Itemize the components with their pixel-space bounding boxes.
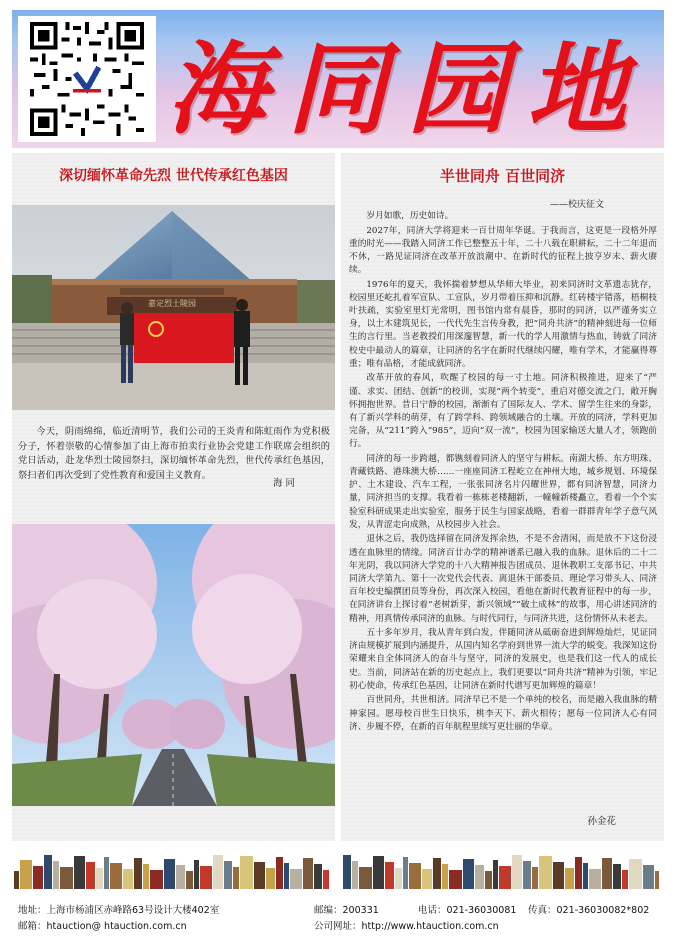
right-paragraph: 岁月如歌，历史如诗。 xyxy=(366,211,454,221)
book-spine xyxy=(622,870,628,889)
book-spine xyxy=(463,859,474,889)
book-spine xyxy=(33,866,43,889)
postcode-value: 200331 xyxy=(342,905,379,916)
book-spine xyxy=(303,858,313,889)
left-column xyxy=(12,153,335,841)
right-article-signature: 孙金花 xyxy=(587,816,616,827)
party-flag-photo xyxy=(12,205,335,410)
footer-postcode xyxy=(314,902,379,916)
fax-label: 传真： xyxy=(528,905,557,916)
right-paragraph: 同济的每一步跨越，都镌刻着同济人的坚守与耕耘。南湖大桥、东方明珠、青藏铁路、港珠澳大桥……一座座同济工程屹立在神州大地，城乡规划、环境保护、土木建设、汽车工程，一张张同济名片闪耀世界，都有同济智慧，同济力量，同济担当的支撑。我看着一栋栋老楼翻新，一幢幢新楼矗立，看着一个个实验室科研成果走出实验室，服务于民生与国家战略，看着一群群青年学子意气风发，从青涩走向成熟，从校园步入社会。 xyxy=(349,453,657,530)
book-spine xyxy=(553,862,564,889)
book-spine xyxy=(143,864,149,889)
book-spine xyxy=(60,867,73,889)
book-spine xyxy=(395,868,402,889)
book-spine xyxy=(655,871,659,889)
book-spine xyxy=(254,862,265,889)
book-spine xyxy=(575,857,582,889)
book-spine xyxy=(422,869,432,889)
book-spine xyxy=(110,863,122,889)
left-article-paragraph: 今天，阴雨绵绵，临近清明节，我们公司的王炎青和陈虹雨作为党积极分子，怀着崇敬的心情参加了由上海市拍卖行业协会党建工作联席会组织的党日活动，赴龙华烈士陵园祭扫，深切缅怀革命先烈，世代传承红色基因，祭扫者们再次受到了党性教育和爱国主义教育。 xyxy=(18,426,330,481)
right-paragraph: 五十多年岁月，我从青年到白发，伴随同济从砥砺奋进到辉煌灿烂，见证同济由规模扩展到内涵提升，从国内知名学府到世界一流大学的蜕变。我深知这份荣耀来自全体同济人的奋斗与坚守，同济的发展史，也是我们这一代人的成长史。当前，同济站在新的历史起点上，我们更要以“同舟共济”精神为引领，牢记初心使命，传承红色基因，让同济在新时代谱写更加辉煌的篇章！ xyxy=(349,628,657,691)
page-header xyxy=(12,10,664,148)
book-spine xyxy=(44,855,52,889)
book-spine xyxy=(14,871,19,889)
book-spine xyxy=(629,859,642,889)
book-spine xyxy=(266,868,275,889)
book-spine xyxy=(643,865,654,889)
book-spine xyxy=(86,862,95,889)
book-spine xyxy=(176,865,185,889)
book-spine xyxy=(523,861,531,889)
book-spine xyxy=(276,857,283,889)
address-value: 上海市杨浦区赤峰路63号设计大楼402室 xyxy=(46,905,220,916)
book-spine xyxy=(323,870,329,889)
book-spine xyxy=(284,863,289,889)
book-spine xyxy=(343,855,351,889)
book-spine xyxy=(20,860,32,889)
book-spine xyxy=(433,858,441,889)
photo1-sign-text: 嘉定烈士陵园 xyxy=(148,299,196,308)
bookshelf-decoration xyxy=(12,853,332,889)
book-spine xyxy=(96,868,103,889)
book-spine xyxy=(409,863,421,889)
book-spine xyxy=(240,856,253,889)
book-spine xyxy=(53,861,59,889)
phone-label: 电话： xyxy=(418,905,447,916)
fax-value: 021-36030082*802 xyxy=(556,905,650,916)
book-spine xyxy=(200,866,212,889)
book-spine xyxy=(74,856,85,889)
email-value[interactable]: htauction@ htauction.com.cn xyxy=(46,921,187,932)
book-spine xyxy=(194,860,199,889)
book-spine xyxy=(385,862,394,889)
masthead-title: 海同园地 xyxy=(167,30,647,148)
right-article-body xyxy=(349,210,657,735)
email-label: 邮箱： xyxy=(18,921,47,932)
book-spine xyxy=(532,867,538,889)
book-spine xyxy=(512,855,522,889)
postcode-label: 邮编： xyxy=(314,905,343,916)
book-spine xyxy=(539,856,552,889)
right-article-byline: ——校庆征文 xyxy=(549,200,604,210)
book-spine xyxy=(233,867,239,889)
book-spine xyxy=(164,859,175,889)
book-spine xyxy=(449,870,462,889)
book-spine xyxy=(475,865,484,889)
book-spine xyxy=(104,857,109,889)
book-spine xyxy=(485,871,492,889)
right-paragraph: 1976年的夏天，我怀揣着梦想从华师大毕业，初来同济时文革遗志犹存，校园里还屹扎着军宣队、工宣队，岁月带着压抑和沉静。红砖楼宇错落，梧桐枝叶扶疏，实验室里灯光常明，图书馆内常有晨昏，那时的同济，以严谨务实立身，以土木建筑见长，一代代先生言传身教，把“同舟共济”的精神刻进每一位师生的言行里。当老教授们用深邃智慧，新一代的学人用激情与热血，铸就了同济校史中最动人的篇章，让同济的名字在新时代继续闪耀，唯有学术，才能赢得尊重；唯有品格，才能成就同济。 xyxy=(349,279,657,369)
right-paragraph: 退休之后，我仍选择留在同济发挥余热，不是不舍清闲，而是放不下这份浸透在血脉里的情缘。同济百廿办学的精神谱系已融入我的血脉。退休后的二十二年光阴，我以同济大学党的十八大精神报告团成员、退休教职工支部书记、中共同济大学第九、第十一次党代会代表、离退休干部委员、理论学习带头人、同济百年校史编撰团员等身份，再次深入校园，看他在新时代教育征程中的每一步，在同济讲台上探讨着“老树新芽，新兴领域”“破土成林”的故事，用心讲述同济的精神，用真情传承同济的血脉。与时代同行，与同济共进，这份情怀从未老去。 xyxy=(349,534,657,624)
book-spine xyxy=(290,869,302,889)
website-link[interactable]: http://www.htauction.com.cn xyxy=(361,921,499,932)
phone-value: 021-36030081 xyxy=(446,905,517,916)
qr-code-icon xyxy=(18,16,156,142)
left-article-title: 深切缅怀革命先烈 世代传承红色基因 xyxy=(59,168,288,184)
book-spine xyxy=(613,864,621,889)
left-article-signature: 海 同 xyxy=(272,478,295,489)
book-spine xyxy=(314,864,322,889)
book-spine xyxy=(186,871,193,889)
footer-phone xyxy=(418,902,516,916)
footer-email xyxy=(18,918,187,932)
book-spine xyxy=(134,858,142,889)
right-paragraph: 改革开放的春风，吹醒了校园的每一寸土地。同济积极推进，迎来了“严谨、求实、团结、创新”的校训，实现“两个转变”，重启对德交流之门，敞开胸怀拥抱世界。昔日宁静的校园，渐渐有了国际友人、学术、留学生往来的身影，有了新兴学科的萌芽，有了跨学科、跨领域融合的土壤。开放的同济，学科更加完备，从“211”跨入“985”，迈向“双一流”，校园为国家输送大量人才，领跑前行。 xyxy=(349,373,657,450)
book-spine xyxy=(123,869,133,889)
right-article-title: 半世同舟 百世同济 xyxy=(439,167,566,185)
page-footer xyxy=(18,900,668,940)
bookshelf-decoration xyxy=(341,853,661,889)
book-spine xyxy=(499,866,511,889)
book-spine xyxy=(403,857,408,889)
book-spine xyxy=(565,868,574,889)
footer-address xyxy=(18,902,219,916)
right-paragraph: 百世同舟，共世相济。同济早已不是一个单纯的校名，而是融入我血脉的精神家园。愿母校百世生日快乐，桃李天下、薪火相传；愿每一位同济人心有同济、步履不停，在新的百年航程里续写更壮丽的华章。 xyxy=(349,695,657,732)
book-spine xyxy=(352,861,358,889)
website-label: 公司网址： xyxy=(314,921,362,932)
book-spine xyxy=(224,861,232,889)
book-spine xyxy=(213,855,223,889)
footer-fax xyxy=(528,902,649,916)
book-spine xyxy=(493,860,498,889)
book-spine xyxy=(359,867,372,889)
book-spine xyxy=(373,856,384,889)
right-column xyxy=(341,153,664,841)
book-spine xyxy=(602,858,612,889)
cherry-blossom-photo xyxy=(12,524,335,806)
book-spine xyxy=(442,864,448,889)
footer-website xyxy=(314,918,499,932)
book-spine xyxy=(589,869,601,889)
right-paragraph: 2027年，同济大学将迎来一百廿周年华诞。于我而言，这更是一段格外厚重的时光——我踏入同济工作已整整五十年，二十八载在职耕耘，二十二年退而不休，一路见证同济在改革开放浪潮中、在新时代的征程上披亨岁末、薪火赓续。 xyxy=(349,225,657,276)
address-label: 地址： xyxy=(18,905,47,916)
book-spine xyxy=(150,870,163,889)
book-spine xyxy=(583,863,588,889)
